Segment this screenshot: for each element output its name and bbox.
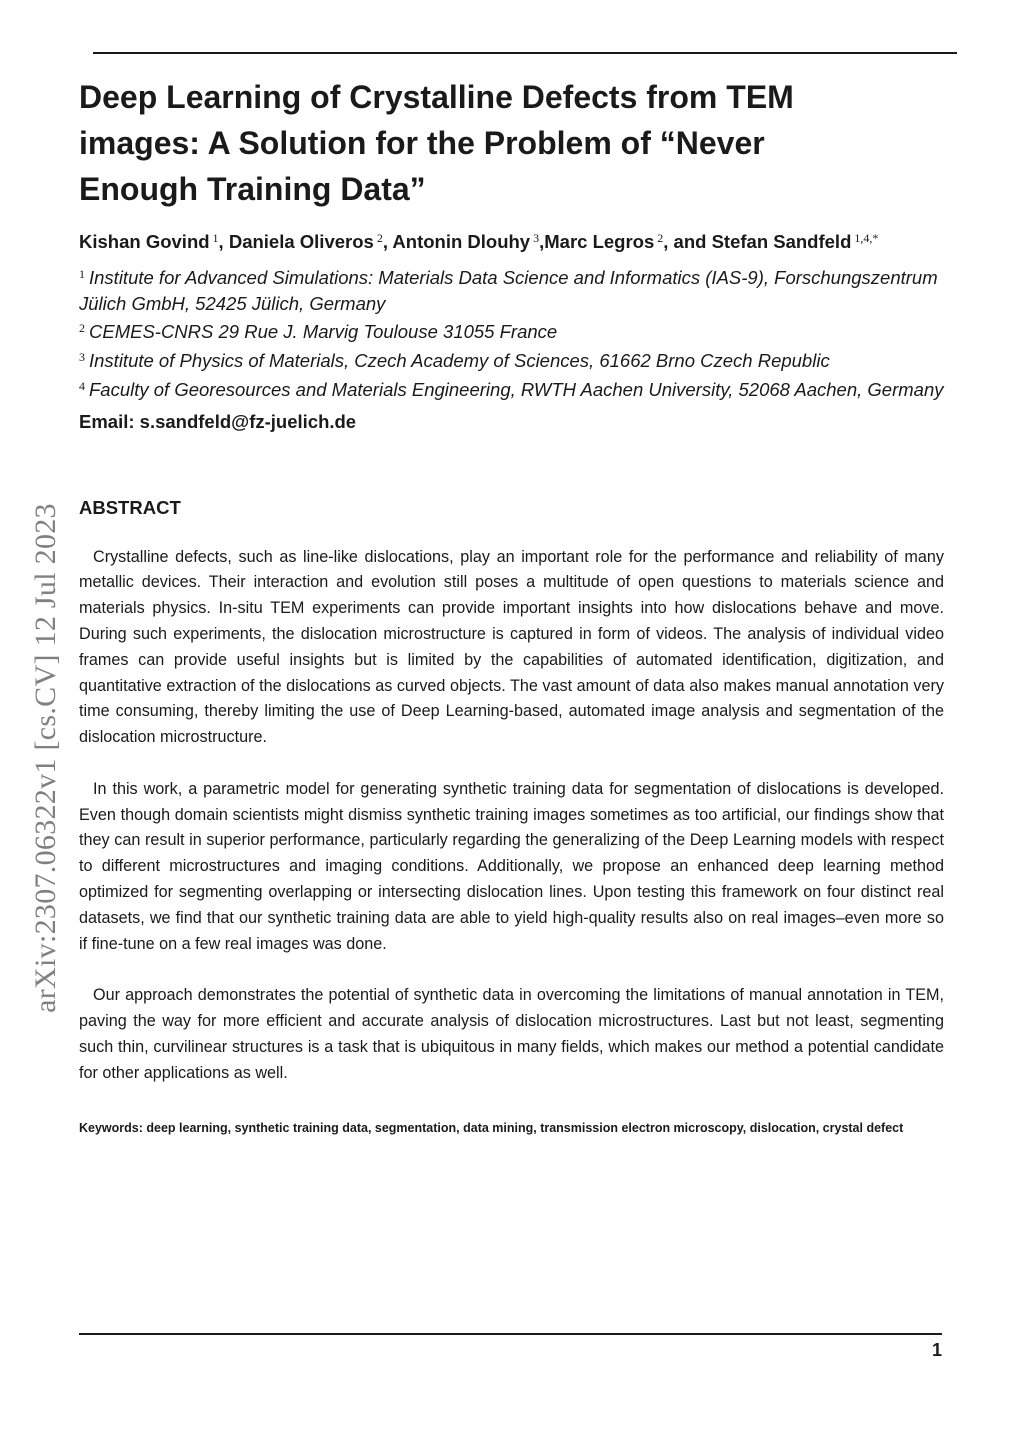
author-name: Daniela Oliveros (228, 231, 374, 252)
affiliation (79, 345, 944, 374)
author-affiliation-marker: 1 (212, 231, 219, 245)
author-name: Marc Legros (544, 231, 655, 252)
abstract-paragraph: Our approach demonstrates the potential of synthetic data in overcoming the limitations of manual annotation in TEM, paving the way for more efficient and accurate analysis of dislocation microstructures. Last but not least, segmenting such thin, curvilinear structures is a task that is ubiquitous in many fields, which makes our method a potential candidate for other applications as well. (79, 986, 944, 1082)
arxiv-stamp-text: arXiv:2307.06322v1 [cs.CV] 12 Jul 2023 (29, 503, 62, 1013)
affiliation-marker: 2 (79, 321, 85, 336)
top-rule (93, 52, 957, 54)
affiliation (79, 374, 944, 403)
bottom-rule (79, 1333, 942, 1335)
author-name: Kishan Govind (79, 231, 210, 252)
page-number: 1 (931, 1340, 942, 1360)
author-list (79, 222, 944, 258)
affiliation-text: Faculty of Georesources and Materials Engineering, RWTH Aachen University, 52068 Aachen, Germany (89, 378, 944, 400)
affiliation-marker: 3 (79, 350, 85, 365)
author-affiliation-marker: 2 (657, 231, 664, 245)
affiliation-text: Institute of Physics of Materials, Czech Academy of Sciences, 61662 Brno Czech Republic (89, 350, 830, 372)
affiliation-text: CEMES-CNRS 29 Rue J. Marvig Toulouse 31055 France (89, 321, 558, 343)
affiliation-text: Institute for Advanced Simulations: Materials Data Science and Informatics (IAS-9), Forschungszentrum Jülich GmbH, 52425 Jülich, Germany (79, 267, 938, 314)
keywords: Keywords: deep learning, synthetic training data, segmentation, data mining, transmission electron microscopy, dislocation, crystal defect (79, 1120, 904, 1135)
author-separator: , (382, 231, 393, 252)
abstract-heading: ABSTRACT (79, 496, 181, 518)
abstract-paragraph: Crystalline defects, such as line-like dislocations, play an important role for the performance and reliability of many metallic devices. Their interaction and evolution still poses a multitude of open questions to materials science and materials physics. In-situ TEM experiments can provide important insights into how dislocations behave and move. During such experiments, the dislocation microstructure is captured in form of videos. The analysis of individual video frames can provide useful insights but is limited by the capabilities of automated identification, digitization, and quantitative extraction of the dislocations as curved objects. The vast amount of data also makes manual annotation very time consuming, thereby limiting the use of Deep Learning-based, automated image analysis and segmentation of the dislocation microstructure. (79, 547, 944, 747)
author-affiliation-marker: 3 (533, 231, 540, 245)
contact-email: Email: s.sandfeld@fz-juelich.de (79, 410, 357, 432)
affiliation-marker: 4 (79, 378, 85, 393)
abstract-paragraph: In this work, a parametric model for generating synthetic training data for segmentation of dislocations is developed. Even though domain scientists might dismiss synthetic training images sometimes as too artificial, our findings show that they can result in superior performance, particularly regarding the generalizing of the Deep Learning models with respect to different microstructures and imaging conditions. Additionally, we propose an enhanced deep learning method optimized for segmenting overlapping or intersecting dislocation lines. Upon testing this framework on four distinct real datasets, we find that our synthetic training data are able to yield high-quality results also on real images–even more so if fine-tune on a few real images was done. (79, 779, 944, 953)
author-separator: , (218, 231, 229, 252)
author-affiliation-marker: 2 (376, 231, 383, 245)
author-separator: , and (663, 231, 712, 252)
affiliation (79, 262, 944, 316)
author-name: Antonin Dlouhy (392, 231, 531, 252)
paper-title: Deep Learning of Crystalline Defects from TEM images: A Solution for the Problem of “Never Enough Training Data” (79, 79, 794, 207)
author-name: Stefan Sandfeld (711, 231, 852, 252)
affiliation-list (79, 262, 944, 403)
author-affiliation-marker: 1,4,* (854, 231, 879, 245)
author-separator: , (539, 231, 545, 252)
affiliation-marker: 1 (79, 267, 85, 281)
affiliation (79, 316, 944, 345)
paper-front-page (79, 74, 944, 1141)
